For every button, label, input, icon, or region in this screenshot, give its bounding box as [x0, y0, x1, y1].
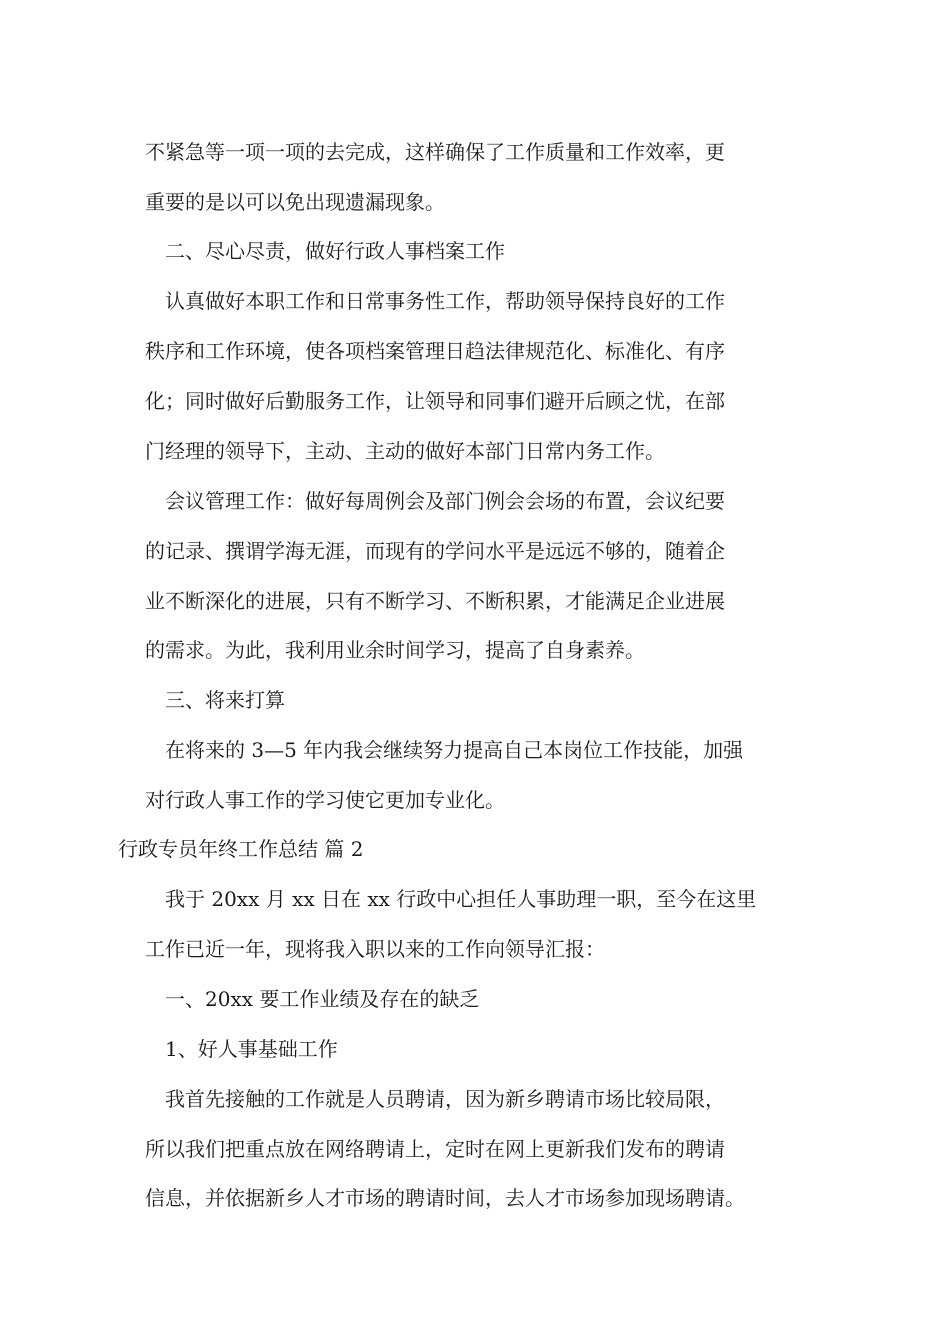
body-text-line: 业不断深化的进展，只有不断学习、不断积累，才能满足企业进展: [145, 589, 725, 613]
body-text-line: 的需求。为此，我利用业余时间学习，提高了自身素养。: [145, 638, 645, 662]
body-text-line: 所以我们把重点放在网络聘请上，定时在网上更新我们发布的聘请: [145, 1137, 725, 1161]
body-text-line: 我于 20xx 月 xx 日在 xx 行政中心担任人事助理一职，至今在这里: [165, 887, 757, 911]
body-text-line: 对行政人事工作的学习使它更加专业化。: [145, 788, 505, 812]
body-text-line: 秩序和工作环境，使各项档案管理日趋法律规范化、标准化、有序: [145, 339, 725, 363]
body-text-line: 不紧急等一项一项的去完成，这样确保了工作质量和工作效率，更: [145, 140, 725, 164]
document-title: 行政专员年终工作总结 篇 2: [118, 837, 364, 861]
body-text-line: 门经理的领导下，主动、主动的做好本部门日常内务工作。: [145, 439, 665, 463]
body-text-line: 信息，并依据新乡人才市场的聘请时间，去人才市场参加现场聘请。: [145, 1186, 745, 1210]
subsection-heading: 1、好人事基础工作: [165, 1037, 338, 1061]
body-text-line: 的记录、撰谓学海无涯，而现有的学问水平是远远不够的，随着企: [145, 539, 725, 563]
body-text-line: 会议管理工作：做好每周例会及部门例会会场的布置，会议纪要: [165, 489, 725, 513]
body-text-line: 化；同时做好后勤服务工作，让领导和同事们避开后顾之忧，在部: [145, 389, 725, 413]
body-text-line: 工作已近一年，现将我入职以来的工作向领导汇报：: [145, 937, 605, 961]
body-text-line: 在将来的 3—5 年内我会继续努力提高自己本岗位工作技能，加强: [165, 738, 744, 762]
section-heading: 三、将来打算: [165, 688, 285, 712]
section-heading: 二、尽心尽责，做好行政人事档案工作: [165, 239, 505, 263]
body-text-line: 认真做好本职工作和日常事务性工作，帮助领导保持良好的工作: [165, 289, 725, 313]
section-heading: 一、20xx 要工作业绩及存在的缺乏: [165, 987, 480, 1011]
body-text-line: 我首先接触的工作就是人员聘请，因为新乡聘请市场比较局限，: [165, 1087, 725, 1111]
body-text-line: 重要的是以可以免出现遗漏现象。: [145, 190, 445, 214]
